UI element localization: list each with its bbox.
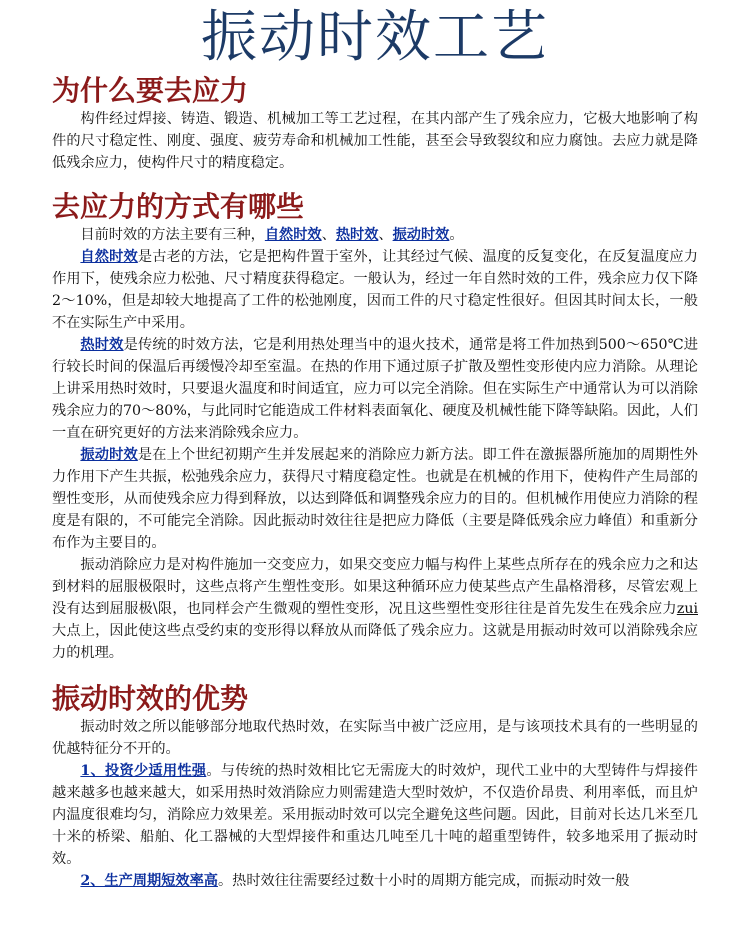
mechanism-underlined-word: zui: [676, 601, 698, 617]
link-natural-aging-inline[interactable]: 自然时效: [80, 249, 138, 265]
vibration-aging-text: 是在上个世纪初期产生并发展起来的消除应力新方法。即工件在激振器所施加的周期性外力作用下产生共振，松弛残余应力，获得尺寸精度稳定性。也就是在机械的作用下，使构件产生局部的塑性变形，从而使残余应力得到释放，以达到降低和调整残余应力的目的。但机械作用使应力消除的程度是有限的，不可能完全消除。因此振动时效往往是把应力降低（主要是降低残余应力峰值）和重新分布作为主要目的。: [52, 447, 698, 551]
paragraph-thermal-aging: [52, 334, 698, 444]
document-page: [0, 6, 750, 926]
intro-sep-2: 、: [378, 227, 393, 243]
link-advantage-2[interactable]: 2、生产周期短效率高: [80, 873, 218, 889]
section-heading-methods: 去应力的方式有哪些: [52, 190, 305, 223]
section-heading-why: 为什么要去应力: [52, 74, 249, 107]
mechanism-text-after: 大点上，因此使这些点受约束的变形得以释放从而降低了残余应力。这就是用振动时效可以消除残余应力的机理。: [52, 623, 698, 661]
intro-suffix: 。: [449, 227, 464, 243]
intro-sep-1: 、: [321, 227, 336, 243]
paragraph-why: 构件经过焊接、铸造、锻造、机械加工等工艺过程，在其内部产生了残余应力，它极大地影响了构件的尺寸稳定性、刚度、强度、疲劳寿命和机械加工性能，甚至会导致裂纹和应力腐蚀。去应力就是降低残余应力，使构件尺寸的精度稳定。: [52, 111, 698, 171]
advantage-2-text: 。热时效往往需要经过数十小时的周期方能完成，而振动时效一般: [217, 873, 630, 889]
advantage-item-2: [52, 870, 698, 892]
thermal-aging-text: 是传统的时效方法，它是利用热处理当中的退火技术，通常是将工件加热到500～650℃进行较长时间的保温后再缓慢冷却至室温。在热的作用下通过原子扩散及塑性变形使内应力消除。从理论上讲采用热时效时，只要退火温度和时间适宜，应力可以完全消除。但在实际生产中通常认为可以消除残余应力的70～80%，与此同时它能造成工件材料表面氧化、硬度及机械性能下降等缺陷。因此，人们一直在研究更好的方法来消除残余应力。: [52, 337, 698, 441]
paragraph-vibration-aging: [52, 444, 698, 554]
link-advantage-1[interactable]: 1、投资少适用性强: [80, 763, 207, 779]
paragraph-mechanism: [52, 554, 698, 664]
link-thermal-aging[interactable]: 热时效: [335, 227, 379, 243]
advantage-1-text: 。与传统的热时效相比它无需庞大的时效炉，现代工业中的大型铸件与焊接件越来越多也越来越大，如采用热时效消除应力则需建造大型时效炉，不仅造价昂贵、利用率低，而且炉内温度很难均匀，消除应力效果差。采用振动时效可以完全避免这些问题。因此，目前对长达几米至几十米的桥梁、船舶、化工器械的大型焊接件和重达几吨至几十吨的超重型铸件，较多地采用了振动时效。: [52, 763, 698, 867]
natural-aging-text: 是古老的方法，它是把构件置于室外，让其经过气候、温度的反复变化，在反复温度应力作用下，使残余应力松弛、尺寸精度获得稳定。一般认为，经过一年自然时效的工件，残余应力仅下降2～10%，但是却较大地提高了工件的松弛刚度，因而工件的尺寸稳定性很好。但因其时间太长，一般不在实际生产中采用。: [52, 249, 698, 331]
paragraph-methods-intro: [52, 224, 698, 246]
section-heading-advantages: 振动时效的优势: [52, 682, 249, 715]
paragraph-natural-aging: [52, 246, 698, 334]
link-vibration-aging-inline[interactable]: 振动时效: [80, 447, 138, 463]
advantage-item-1: [52, 760, 698, 870]
mechanism-text-before: 振动消除应力是对构件施加一交变应力，如果交变应力幅与构件上某些点所存在的残余应力之和达到材料的屈服极限时，这些点将产生塑性变形。如果这种循环应力使某些点产生晶格滑移，尽管宏观上没有达到屈服极\限，也同样会产生微观的塑性变形，况且这些塑性变形往往是首先发生在残余应力: [52, 557, 698, 617]
document-title: 振动时效工艺: [201, 5, 549, 70]
paragraph-advantages-intro: 振动时效之所以能够部分地取代热时效，在实际当中被广泛应用，是与该项技术具有的一些明显的优越特征分不开的。: [52, 719, 698, 757]
link-natural-aging[interactable]: 自然时效: [264, 227, 322, 243]
link-vibration-aging[interactable]: 振动时效: [392, 227, 450, 243]
intro-prefix: 目前时效的方法主要有三种，: [80, 227, 265, 243]
link-thermal-aging-inline[interactable]: 热时效: [80, 337, 124, 353]
